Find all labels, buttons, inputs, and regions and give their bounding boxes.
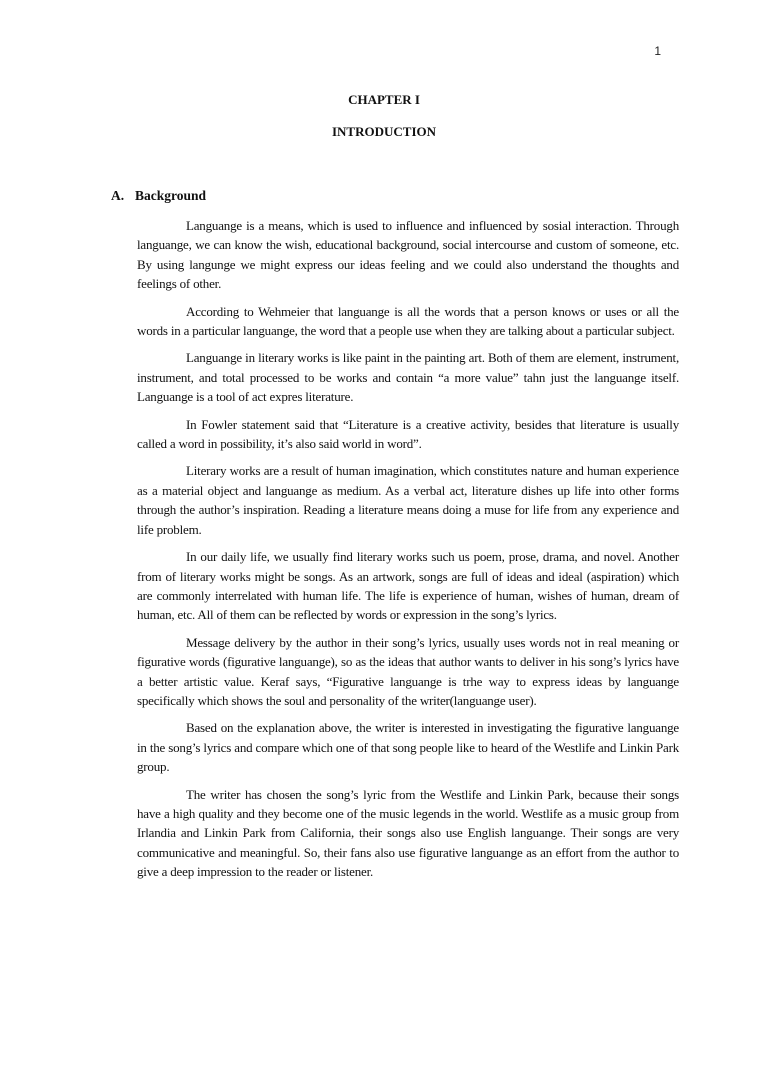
- body-text: [137, 216, 679, 890]
- page-number: 1: [654, 44, 661, 58]
- paragraph: The writer has chosen the song’s lyric from the Westlife and Linkin Park, because their songs have a high quality and they become one of the music legends in the world. Westlife as a music group from Irlandia and Linkin Park from California, their songs also use English languange. Their songs are very communicative and meaningful. So, their fans also use figurative languange as an effort from the author to give a deep impression to the reader or listener.: [137, 786, 679, 880]
- paragraph: Message delivery by the author in their song’s lyrics, usually uses words not in real meaning or figurative words (figurative languange), so as the ideas that author wants to deliver in his song’s lyrics have a better artistic value. Keraf says, “Figurative languange is trhe way to express ideas by languange specifically which shows the soul and personality of the writer(languange user).: [137, 634, 679, 708]
- section-heading-text: Background: [135, 188, 207, 203]
- page-title: INTRODUCTION: [331, 124, 436, 139]
- paragraph: In our daily life, we usually find literary works such us poem, prose, drama, and novel. Another from of literary works might be songs. As an artwork, songs are full of ideas and ideal (aspiration) which are commonly interrelated with human life. The life is experience of human, wishes of human, dream of human, etc. All of them can be reflected by words or expression in the song’s lyrics.: [137, 549, 679, 623]
- paragraph: Literary works are a result of human imagination, which constitutes nature and human experience as a material object and languange as medium. As a verbal act, literature dishes up life into other forms through the author’s inspiration. Reading a literature means doing a muse for life from any experience and life problem.: [137, 463, 679, 537]
- paragraph: In Fowler statement said that “Literature is a creative activity, besides that literature is usually called a word in possibility, it’s also said world in word”.: [137, 416, 679, 452]
- paragraph: Languange is a means, which is used to influence and influenced by sosial interaction. Through languange, we can know the wish, educational background, social intercourse and custom of someone, etc. By using langunge we might express our ideas feeling and we could also understand the thoughts and feelings of other.: [137, 218, 679, 292]
- paragraph: Languange in literary works is like paint in the painting art. Both of them are element, instrument, instrument, and total processed to be works and contain “a more value” tahn just the languange itself. Languange is a tool of act expres literature.: [137, 350, 679, 405]
- paragraph: According to Wehmeier that languange is all the words that a person knows or uses or all the words in a particular languange, the word that a people use when they are talking about a particular subject.: [137, 303, 679, 339]
- paragraph: Based on the explanation above, the writer is interested in investigating the figurative languange in the song’s lyrics and compare which one of that song people like to heard of the Westlife and Linkin Park group.: [137, 720, 679, 775]
- section-marker: A.: [111, 188, 125, 203]
- section-heading: [111, 188, 206, 204]
- chapter-title: [0, 92, 768, 108]
- chapter-title-text: CHAPTER I: [348, 92, 420, 107]
